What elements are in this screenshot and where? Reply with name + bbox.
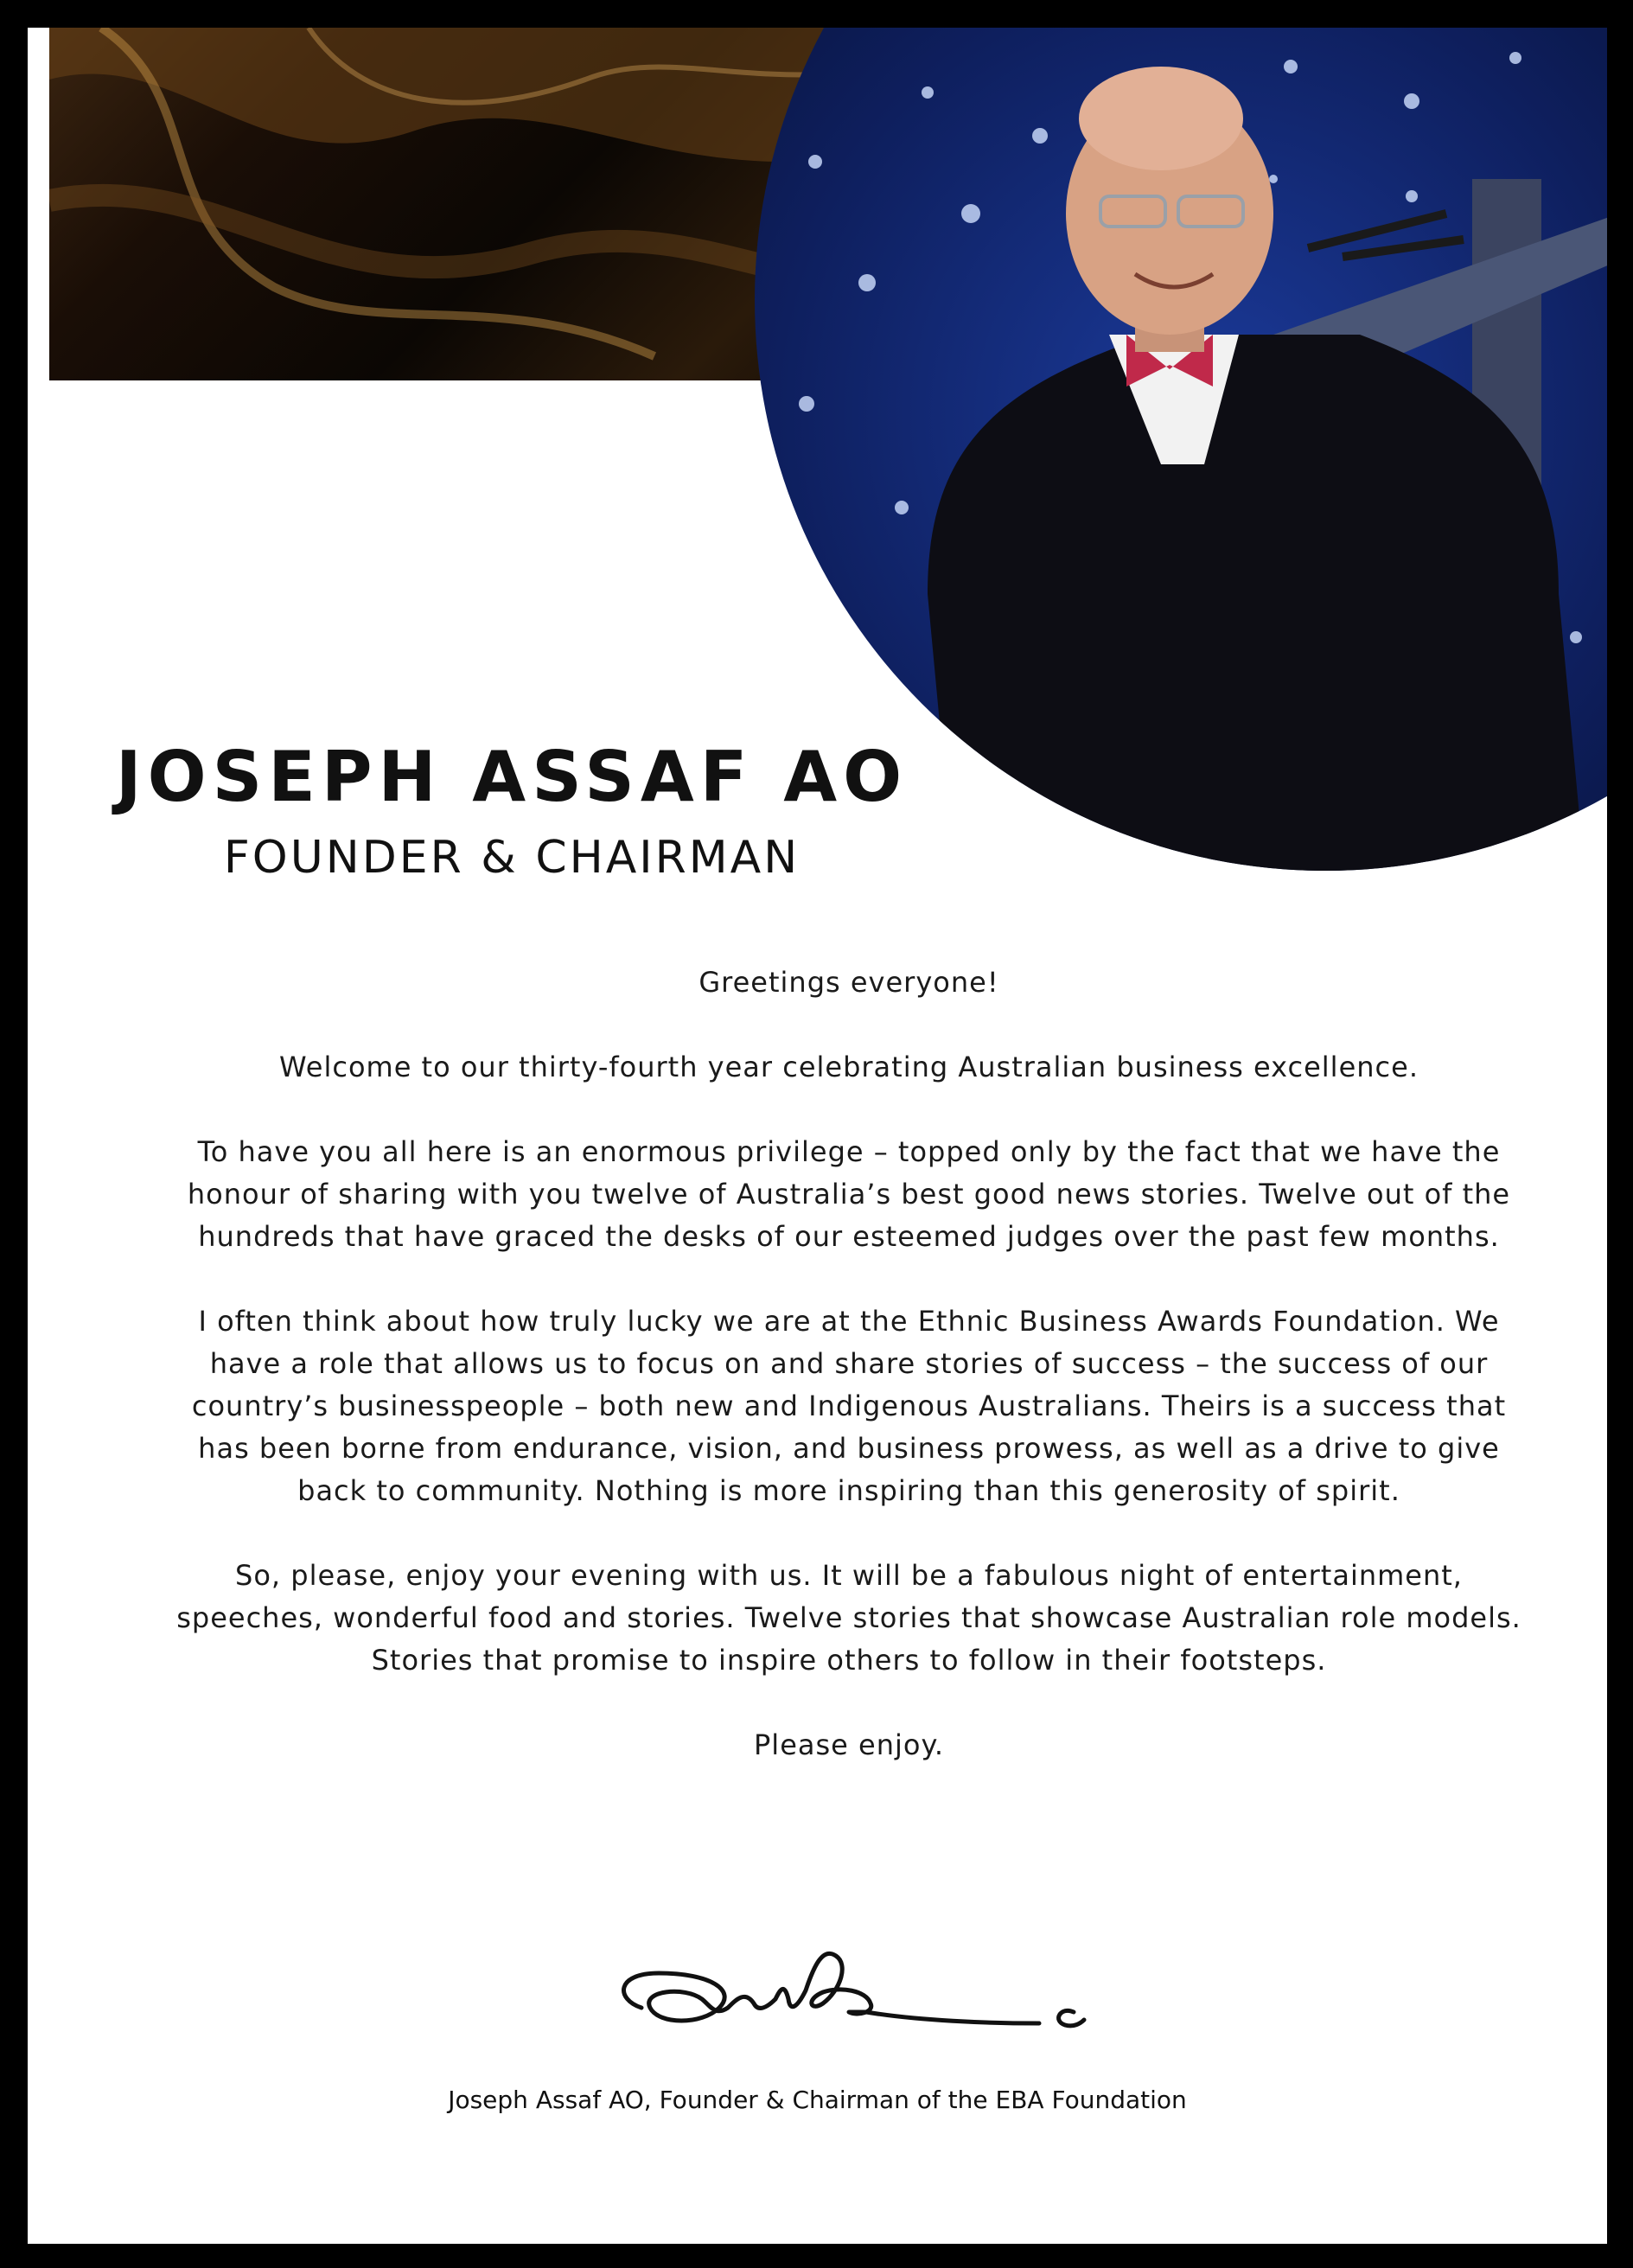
letter-page — [28, 28, 1607, 2244]
closing: Please enjoy. — [754, 1728, 944, 1761]
page-subtitle: FOUNDER & CHAIRMAN — [223, 832, 801, 884]
letter-paragraph: I often think about how truly lucky we are at the Ethnic Business Awards Foundation. We have a role that allows us to focus on and share stories of success – the success of our country’s businesspeople – both new and Indigenous Australians. Theirs is a success that has been borne from endurance, vision, and business prowess, as well as a drive to give back to community. Nothing is more inspiring than this generosity of spirit. — [191, 1305, 1507, 1507]
letter-body — [175, 962, 1523, 1809]
signature-caption: Joseph Assaf AO, Founder & Chairman of the EBA Foundation — [448, 2086, 1187, 2114]
letter-paragraph: Welcome to our thirty-fourth year celebrating Australian business excellence. — [279, 1051, 1419, 1083]
handwritten-signature — [607, 1939, 1091, 2068]
page-title: JOSEPH ASSAF AO — [115, 737, 909, 817]
letter-paragraph: To have you all here is an enormous privilege – topped only by the fact that we have the honour of sharing with you twelve of Australia’s best good news stories. Twelve out of the hundreds that have graced the desks of our esteemed judges over the past few months. — [187, 1135, 1511, 1253]
greeting: Greetings everyone! — [698, 966, 999, 999]
letter-paragraph: So, please, enjoy your evening with us. It will be a fabulous night of entertainment, speeches, wonderful food and stories. Twelve stories that showcase Australian role models. Stories that promise to inspire others to follow in their footsteps. — [176, 1559, 1521, 1677]
